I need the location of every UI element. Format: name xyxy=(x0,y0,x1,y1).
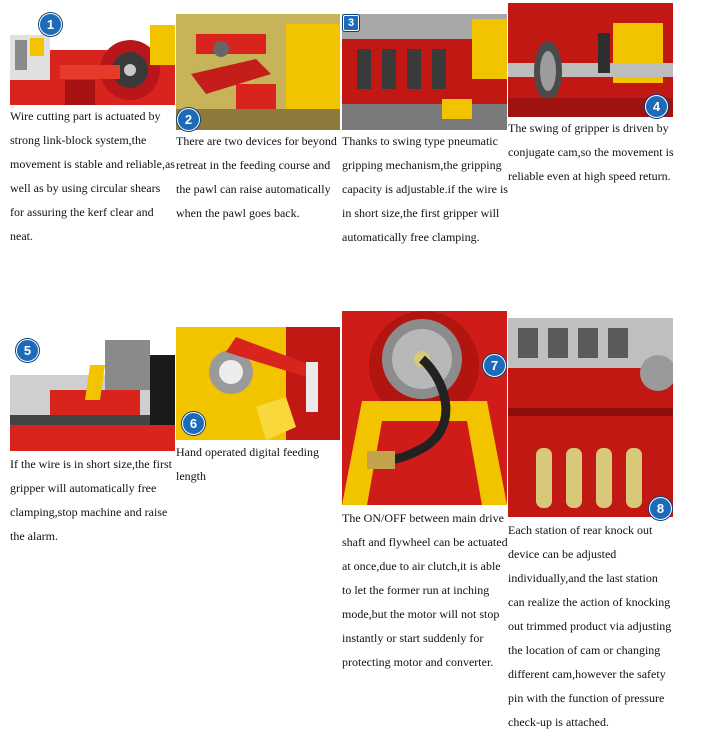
panel-number-badge: 2 xyxy=(177,108,200,131)
caption-panel-8: Each station of rear knock out device can be adjusted individually,and the last station can realize the action of knocking out trimmed product via adjusting the location of cam or changing different cam,however the safety pin with the function of pressure check-up is attached. xyxy=(508,523,672,729)
photo-wire-cutting xyxy=(10,10,175,105)
caption-panel-5: If the wire is in short size,the first gripper will automatically free clamping,stop machine and raise the alarm. xyxy=(10,457,172,543)
panel-number-badge: 1 xyxy=(39,13,62,36)
panel-number-badge: 3 xyxy=(343,15,359,31)
caption-panel-7: The ON/OFF between main drive shaft and flywheel can be actuated at once,due to air clutch,it is able to let the former run at inching mode,but the motor will not stop instantly or start suddenly for protecting motor and converter. xyxy=(342,511,508,669)
caption-panel-1: Wire cutting part is actuated by strong link-block system,the movement is stable and reliable,as well as by using circular shears for assuring the kerf clear and neat. xyxy=(10,109,175,243)
photo-feeding-pawl xyxy=(176,14,340,130)
panel-number-badge: 7 xyxy=(483,354,506,377)
photo-air-clutch xyxy=(342,311,507,505)
photo-knock-out-device xyxy=(508,318,673,517)
panel-number-badge: 6 xyxy=(182,412,205,435)
caption-panel-6: Hand operated digital feeding length xyxy=(176,445,319,483)
panel-number-badge: 4 xyxy=(645,95,668,118)
panel-number-badge: 5 xyxy=(16,339,39,362)
caption-panel-4: The swing of gripper is driven by conjugate cam,so the movement is reliable even at high speed return. xyxy=(508,121,674,183)
caption-panel-2: There are two devices for beyond retreat in the feeding course and the pawl can raise automatically when the pawl goes back. xyxy=(176,134,337,220)
photo-pneumatic-gripper xyxy=(342,14,507,130)
panel-number-badge: 8 xyxy=(649,497,672,520)
caption-panel-3: Thanks to swing type pneumatic gripping mechanism,the gripping capacity is adjustable.if the wire is in short size,the first gripper will automatically free clamping. xyxy=(342,134,508,244)
